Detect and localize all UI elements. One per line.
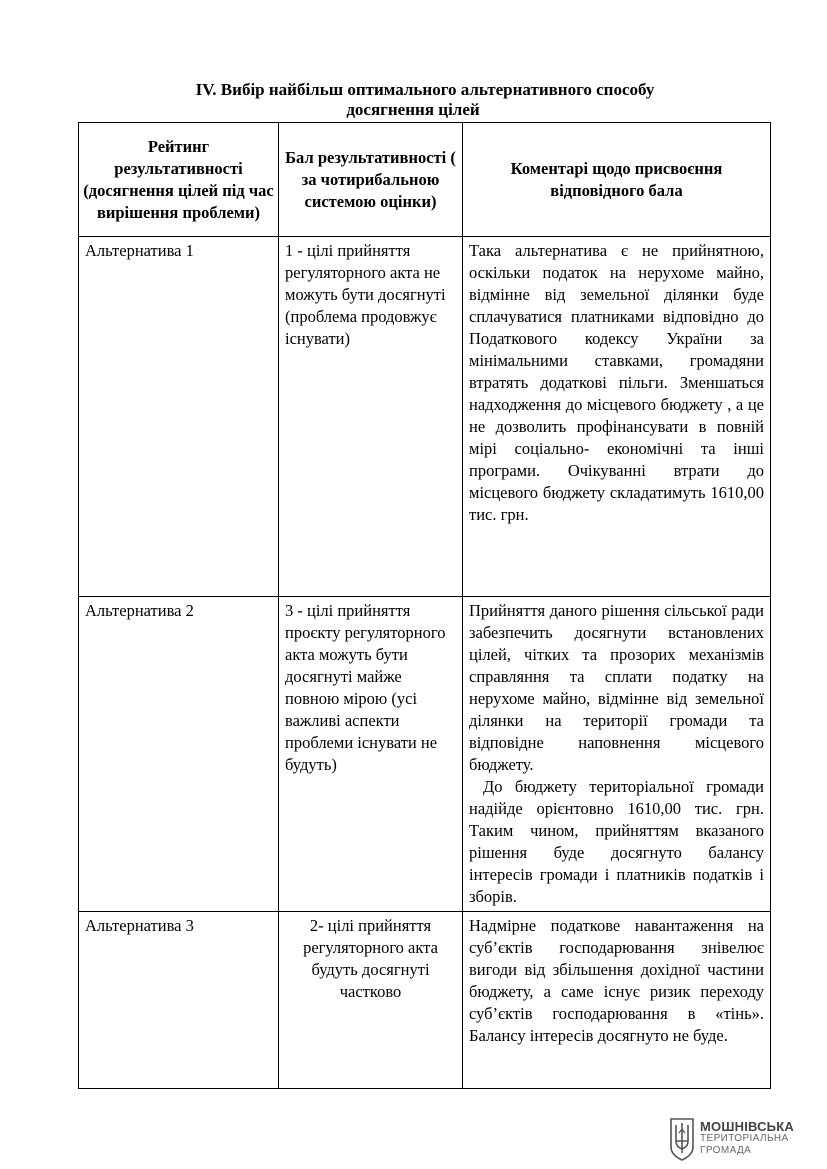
- watermark-line1: МОШНІВСЬКА: [700, 1119, 794, 1134]
- table-row: [79, 237, 771, 597]
- comment-paragraph: Прийняття даного рішення сільської ради забезпечить досягнути встановлених цілей, чітких та прозорих механізмів справляння та сплати податку на нерухоме майно, відмінне від земельної ділянки на території громади та відповідне наповнення місцевого бюджету.: [469, 601, 764, 774]
- row-rating: Альтернатива 1: [79, 237, 279, 597]
- table-header-row: [79, 123, 771, 237]
- row-rating: Альтернатива 3: [79, 912, 279, 1089]
- comment-paragraph: Надмірне податкове навантаження на суб’єктів господарювання знівелює вигоди від збільшення дохідної частини бюджету, а саме існує ризик переходу суб’єктів господарювання в «тінь». Балансу інтересів досягнуто не буде.: [469, 916, 764, 1045]
- header-rating: Рейтинг результативності (досягнення цілей під час вирішення проблеми): [79, 123, 279, 237]
- section-title-line1: IV. Вибір найбільш оптимального альтернативного способу: [195, 80, 655, 99]
- row-rating: Альтернатива 2: [79, 597, 279, 912]
- comment-paragraph: Така альтернатива є не прийнятною, оскільки податок на нерухоме майно, відмінне від земельної ділянки буде сплачуватися платниками відповідно до Податкового кодексу України за мінімальними ставками, громадяни втратять додаткові пільги. Зменшаться надходження до місцевого бюджету , а це не дозволить профінансувати в повній мірі соціально- економічні та інші програми. Очікуванні втрати до місцевого бюджету складатимуть 1610,00 тис. грн.: [469, 241, 764, 524]
- table-row: [79, 912, 771, 1089]
- table-row: [79, 597, 771, 912]
- header-comment: Коментарі щодо присвоєння відповідного бала: [463, 123, 771, 237]
- row-comment: [463, 237, 771, 597]
- watermark-line2: ТЕРИТОРІАЛЬНА: [700, 1133, 789, 1144]
- row-score: 2- цілі прийняття регуляторного акта будуть досягнуті частково: [279, 912, 463, 1089]
- trident-emblem-icon: [668, 1117, 696, 1161]
- watermark-line3: ГРОМАДА: [700, 1145, 752, 1156]
- row-score: 3 - цілі прийняття проєкту регуляторного акта можуть бути досягнуті майже повною мірою (усі важливі аспекти проблеми існувати не будуть): [279, 597, 463, 912]
- community-watermark-logo: [668, 1115, 818, 1163]
- row-score: 1 - цілі прийняття регуляторного акта не можуть бути досягнуті (проблема продовжує існувати): [279, 237, 463, 597]
- row-comment: [463, 912, 771, 1089]
- row-comment: [463, 597, 771, 912]
- alternatives-table: [78, 122, 771, 1089]
- section-title-line2: досягнення цілей: [346, 100, 480, 119]
- section-title: [80, 80, 770, 120]
- header-score: Бал результативності ( за чотирибальною системою оцінки): [279, 123, 463, 237]
- comment-paragraph: До бюджету територіальної громади надійде орієнтовно 1610,00 тис. грн. Таким чином, прийняттям вказаного рішення буде досягнуто балансу інтересів громади і платників податків і зборів.: [469, 777, 764, 906]
